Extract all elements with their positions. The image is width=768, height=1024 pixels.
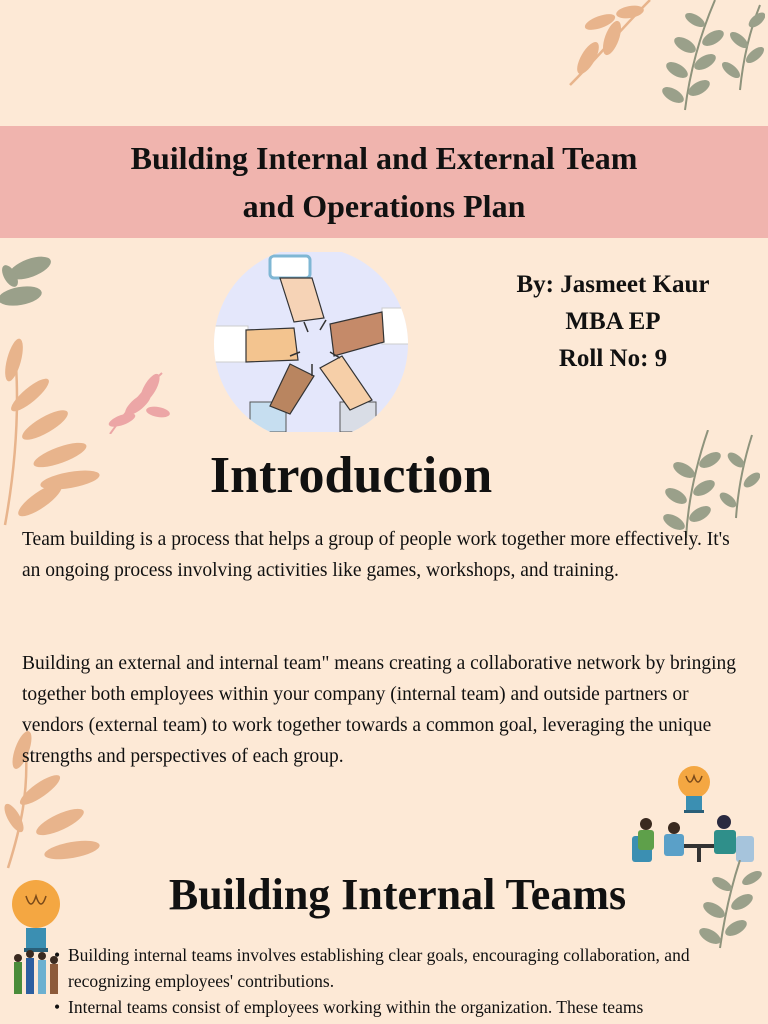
- internal-teams-heading: Building Internal Teams: [168, 870, 627, 919]
- page-title-line-2: and Operations Plan: [242, 188, 526, 224]
- introduction-heading: Introduction: [209, 447, 493, 504]
- list-item: • Building internal teams involves establishing clear goals, encouraging collaboration, and recognizing employees' contributions.: [68, 942, 768, 994]
- sage-leaf-branch-top-right: [655, 0, 765, 115]
- internal-teams-bullet-list: [54, 942, 768, 1020]
- team-meeting-lightbulb-illustration: [628, 764, 760, 864]
- author-byline: [490, 266, 736, 377]
- intro-paragraph-2: Building an external and internal team" means creating a collaborative network by bringing together both employees within your company (internal team) and outside partners or vendors (external team) to work together towards a common goal, leveraging the unique strengths and perspectives of each group.: [22, 653, 737, 767]
- pink-leaf-sprig-left: [100, 368, 170, 434]
- program-name: MBA EP: [565, 308, 661, 335]
- sage-leaf-sprig-left: [0, 248, 60, 328]
- intro-paragraph-1: Team building is a process that helps a group of people work together more effectively. It's an ongoing process involving activities like games, workshops, and training.: [22, 529, 730, 581]
- team-fist-bump-illustration: [212, 252, 410, 432]
- title-banner: [0, 126, 768, 238]
- page-title-line-1: Building Internal and External Team: [130, 140, 638, 176]
- roll-number: Roll No: 9: [558, 345, 668, 372]
- list-item: • Internal teams consist of employees working within the organization. These teams: [68, 994, 768, 1020]
- tan-leaf-branch-top-right: [560, 0, 660, 90]
- author-name: By: Jasmeet Kaur: [516, 271, 710, 298]
